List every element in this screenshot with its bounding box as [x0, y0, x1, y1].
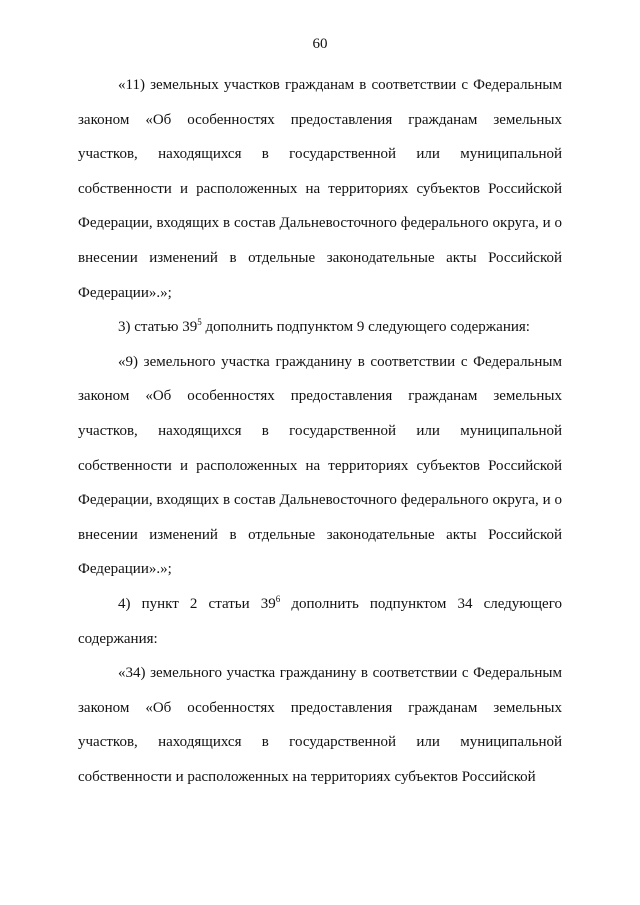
paragraph-text-start: 3) статью 39 — [118, 319, 198, 336]
paragraph-item-34: «34) земельного участка гражданину в соответствии с Федеральным законом «Об особенностях предоставления гражданам земельных участков, находящихся в государственной или муниципальной собственности и расположенных на территориях субъектов Российской — [78, 665, 562, 785]
superscript-index: 6 — [275, 593, 281, 604]
paragraph-text-end: дополнить подпунктом 9 следующего содержания: — [201, 319, 530, 336]
paragraph-amend-article-39-6 — [78, 587, 562, 656]
paragraph-item-11: «11) земельных участков гражданам в соответствии с Федеральным законом «Об особенностях предоставления гражданам земельных участков, находящихся в государственной или муниципальной собственности и расположенных на территориях субъектов Российской Федерации, входящих в состав Дальневосточного федерального округа, и о внесении изменений в отдельные законодательные акты Российской Федерации».»; — [78, 77, 562, 301]
page-number: 60 — [312, 36, 328, 52]
paragraph-amend-article-39-5 — [78, 310, 562, 345]
paragraph-item-9: «9) земельного участка гражданину в соответствии с Федеральным законом «Об особенностях предоставления гражданам земельных участков, находящихся в государственной или муниципальной собственности и расположенных на территориях субъектов Российской Федерации, входящих в состав Дальневосточного федерального округа, и о внесении изменений в отдельные законодательные акты Российской Федерации».»; — [78, 353, 562, 578]
document-body — [78, 68, 562, 794]
paragraph-text-start: 4) пункт 2 статьи 39 — [118, 595, 276, 612]
superscript-index: 5 — [197, 317, 202, 328]
paragraph-text-end: дополнить подпунктом 34 следующего содержания: — [78, 595, 562, 647]
